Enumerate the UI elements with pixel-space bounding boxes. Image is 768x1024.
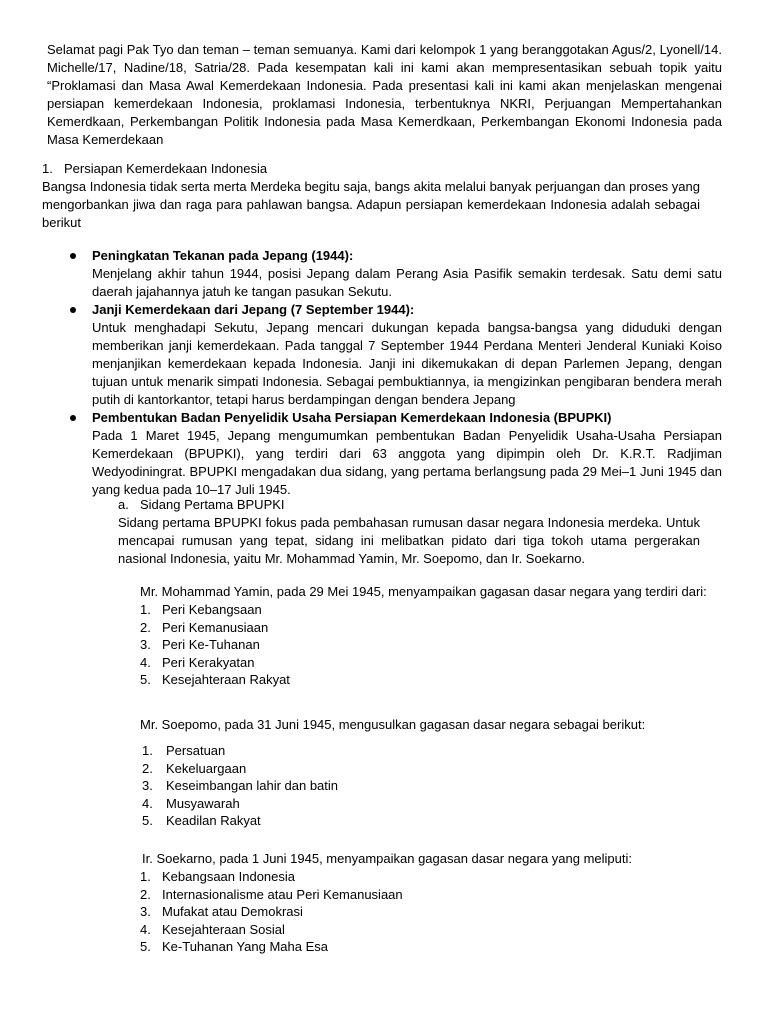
subsection-sidang-pertama [118, 496, 722, 568]
list-number: 4. [140, 654, 151, 670]
bullet-body: Menjelang akhir tahun 1944, posisi Jepang dalam Perang Asia Pasifik semakin terdesak. Satu demi satu daerah jajahannya jatuh ke tangan pasukan Sekutu. [92, 266, 722, 299]
list-text: Peri Kerakyatan [162, 654, 255, 670]
section-number: 1. [42, 161, 53, 176]
yamin-list [140, 601, 722, 689]
section-title: Persiapan Kemerdekaan Indonesia [64, 161, 268, 176]
soepomo-group [140, 716, 722, 830]
list-text: Kekeluargaan [166, 760, 247, 776]
list-number: 1. [142, 743, 153, 758]
list-item [140, 654, 722, 672]
bullet-list [66, 247, 722, 499]
list-text: Internasionalisme atau Peri Kemanusiaan [162, 886, 403, 902]
list-text: Mufakat atau Demokrasi [162, 904, 303, 920]
list-item [140, 760, 722, 778]
bullet-icon [70, 415, 76, 421]
soekarno-group [140, 850, 722, 956]
list-item [140, 671, 722, 689]
list-number: 3. [142, 778, 153, 794]
bullet-body: Untuk menghadapi Sekutu, Jepang mencari dukungan kepada bangsa-bangsa yang diduduki dengan memberikan janji kemerdekaan. Pada tanggal 7 September 1944 Perdana Menteri Jenderal Kuniaki Koiso menjanjikan kemerdekaan kepada Indonesia. Janji ini dikemukakan di depan Parlemen Jepang, dengan tujuan untuk menarik simpati Indonesia. Sebagai pembuktiannya, ia mengizinkan pengibaran bendera merah putih di kantorkantor, tetapi harus berdampingan dengan bendera Jepang [92, 320, 722, 407]
yamin-group [140, 583, 722, 689]
section-heading [42, 160, 722, 178]
list-number: 4. [140, 921, 151, 937]
list-number: 2. [142, 760, 153, 776]
list-item [140, 636, 722, 654]
bullet-title: Janji Kemerdekaan dari Jepang (7 September 1944): [92, 302, 415, 317]
list-number: 2. [140, 619, 151, 635]
list-text: Peri Kemanusiaan [162, 619, 269, 635]
list-text: Musyawarah [166, 795, 240, 811]
list-number: 5. [140, 672, 151, 688]
bullet-title: Pembentukan Badan Penyelidik Usaha Persiapan Kemerdekaan Indonesia (BPUPKI) [92, 410, 612, 425]
list-item [140, 921, 722, 939]
list-text: Peri Ke-Tuhanan [162, 637, 260, 653]
bullet-icon [70, 253, 76, 259]
bullet-icon [70, 307, 76, 313]
list-number: 3. [140, 637, 151, 653]
list-item [140, 812, 722, 830]
list-text: Keadilan Rakyat [166, 813, 261, 829]
list-item [140, 886, 722, 904]
bullet-title: Peningkatan Tekanan pada Jepang (1944): [92, 248, 354, 263]
list-text: Kebangsaan Indonesia [162, 869, 296, 884]
list-text: Ke-Tuhanan Yang Maha Esa [162, 939, 328, 955]
list-number: 3. [140, 904, 151, 920]
list-text: Persatuan [166, 743, 226, 758]
list-item [140, 938, 722, 956]
list-item [140, 619, 722, 637]
subsection-heading [118, 496, 722, 514]
subsection-body: Sidang pertama BPUPKI fokus pada pembahasan rumusan dasar negara Indonesia merdeka. Untuk mencapai rumusan yang tepat, sidang ini melibatkan pidato dari tiga tokoh utama pergerakan nasional Indonesia, yaitu Mr. Mohammad Yamin, Mr. Soepomo, dan Ir. Soekarno. [118, 515, 700, 566]
soekarno-intro: Ir. Soekarno, pada 1 Juni 1945, menyampaikan gagasan dasar negara yang meliputi: [142, 851, 632, 866]
bullet-item [66, 247, 722, 301]
yamin-intro: Mr. Mohammad Yamin, pada 29 Mei 1945, menyampaikan gagasan dasar negara yang terdiri dari: [140, 584, 707, 599]
list-item [140, 601, 722, 619]
list-item [140, 868, 722, 886]
section-intro: Bangsa Indonesia tidak serta merta Merdeka begitu saja, bangs akita melalui banyak perjuangan dan proses yang mengorbankan jiwa dan raga para pahlawan bangsa. Adapun persiapan kemerdekaan Indonesia adalah sebagai berikut [42, 179, 700, 230]
bullet-body: Pada 1 Maret 1945, Jepang mengumumkan pembentukan Badan Penyelidik Usaha-Usaha Persiapan Kemerdekaan (BPUPKI), yang terdiri dari 63 anggota yang dipimpin oleh Dr. K.R.T. Radjiman Wedyodiningrat. BPUPKI mengadakan dua sidang, yang pertama berlangsung pada 29 Mei–1 Juni 1945 dan yang kedua pada 10–17 Juli 1945. [92, 428, 722, 497]
list-item [140, 795, 722, 813]
soepomo-intro: Mr. Soepomo, pada 31 Juni 1945, mengusulkan gagasan dasar negara sebagai berikut: [140, 717, 646, 732]
list-text: Kesejahteraan Sosial [162, 921, 285, 937]
list-item [140, 777, 722, 795]
list-text: Keseimbangan lahir dan batin [166, 778, 339, 794]
list-text: Peri Kebangsaan [162, 602, 262, 617]
soepomo-list [140, 742, 722, 830]
list-number: 5. [140, 939, 151, 955]
list-number: 4. [142, 795, 153, 811]
bullet-item [66, 409, 722, 499]
subsection-letter: a. [118, 497, 129, 512]
list-text: Kesejahteraan Rakyat [162, 672, 290, 688]
list-item [140, 742, 722, 760]
section-persiapan-kemerdekaan [42, 160, 722, 232]
list-number: 1. [140, 869, 151, 884]
intro-paragraph: Selamat pagi Pak Tyo dan teman – teman semuanya. Kami dari kelompok 1 yang beranggotakan Agus/2, Lyonell/14. Michelle/17, Nadine/18, Satria/28. Pada kesempatan kali ini kami akan mempresentasikan sebuah topik yaitu “Proklamasi dan Masa Awal Kemerdekaan Indonesia. Pada presentasi kali ini kami akan menjelaskan mengenai persiapan kemerdekaan Indonesia, proklamasi Indonesia, terbentuknya NKRI, Perjuangan Mempertahankan Kemerdkaan, Perkembangan Politik Indonesia pada Masa Kemerdkaan, Perkembangan Ekonomi Indonesia pada Masa Kemerdekaan [47, 42, 722, 147]
list-item [140, 903, 722, 921]
list-number: 5. [142, 813, 153, 829]
list-number: 2. [140, 886, 151, 902]
subsection-title: Sidang Pertama BPUPKI [140, 497, 285, 512]
list-number: 1. [140, 602, 151, 617]
bullet-item [66, 301, 722, 409]
soekarno-list [140, 868, 722, 956]
